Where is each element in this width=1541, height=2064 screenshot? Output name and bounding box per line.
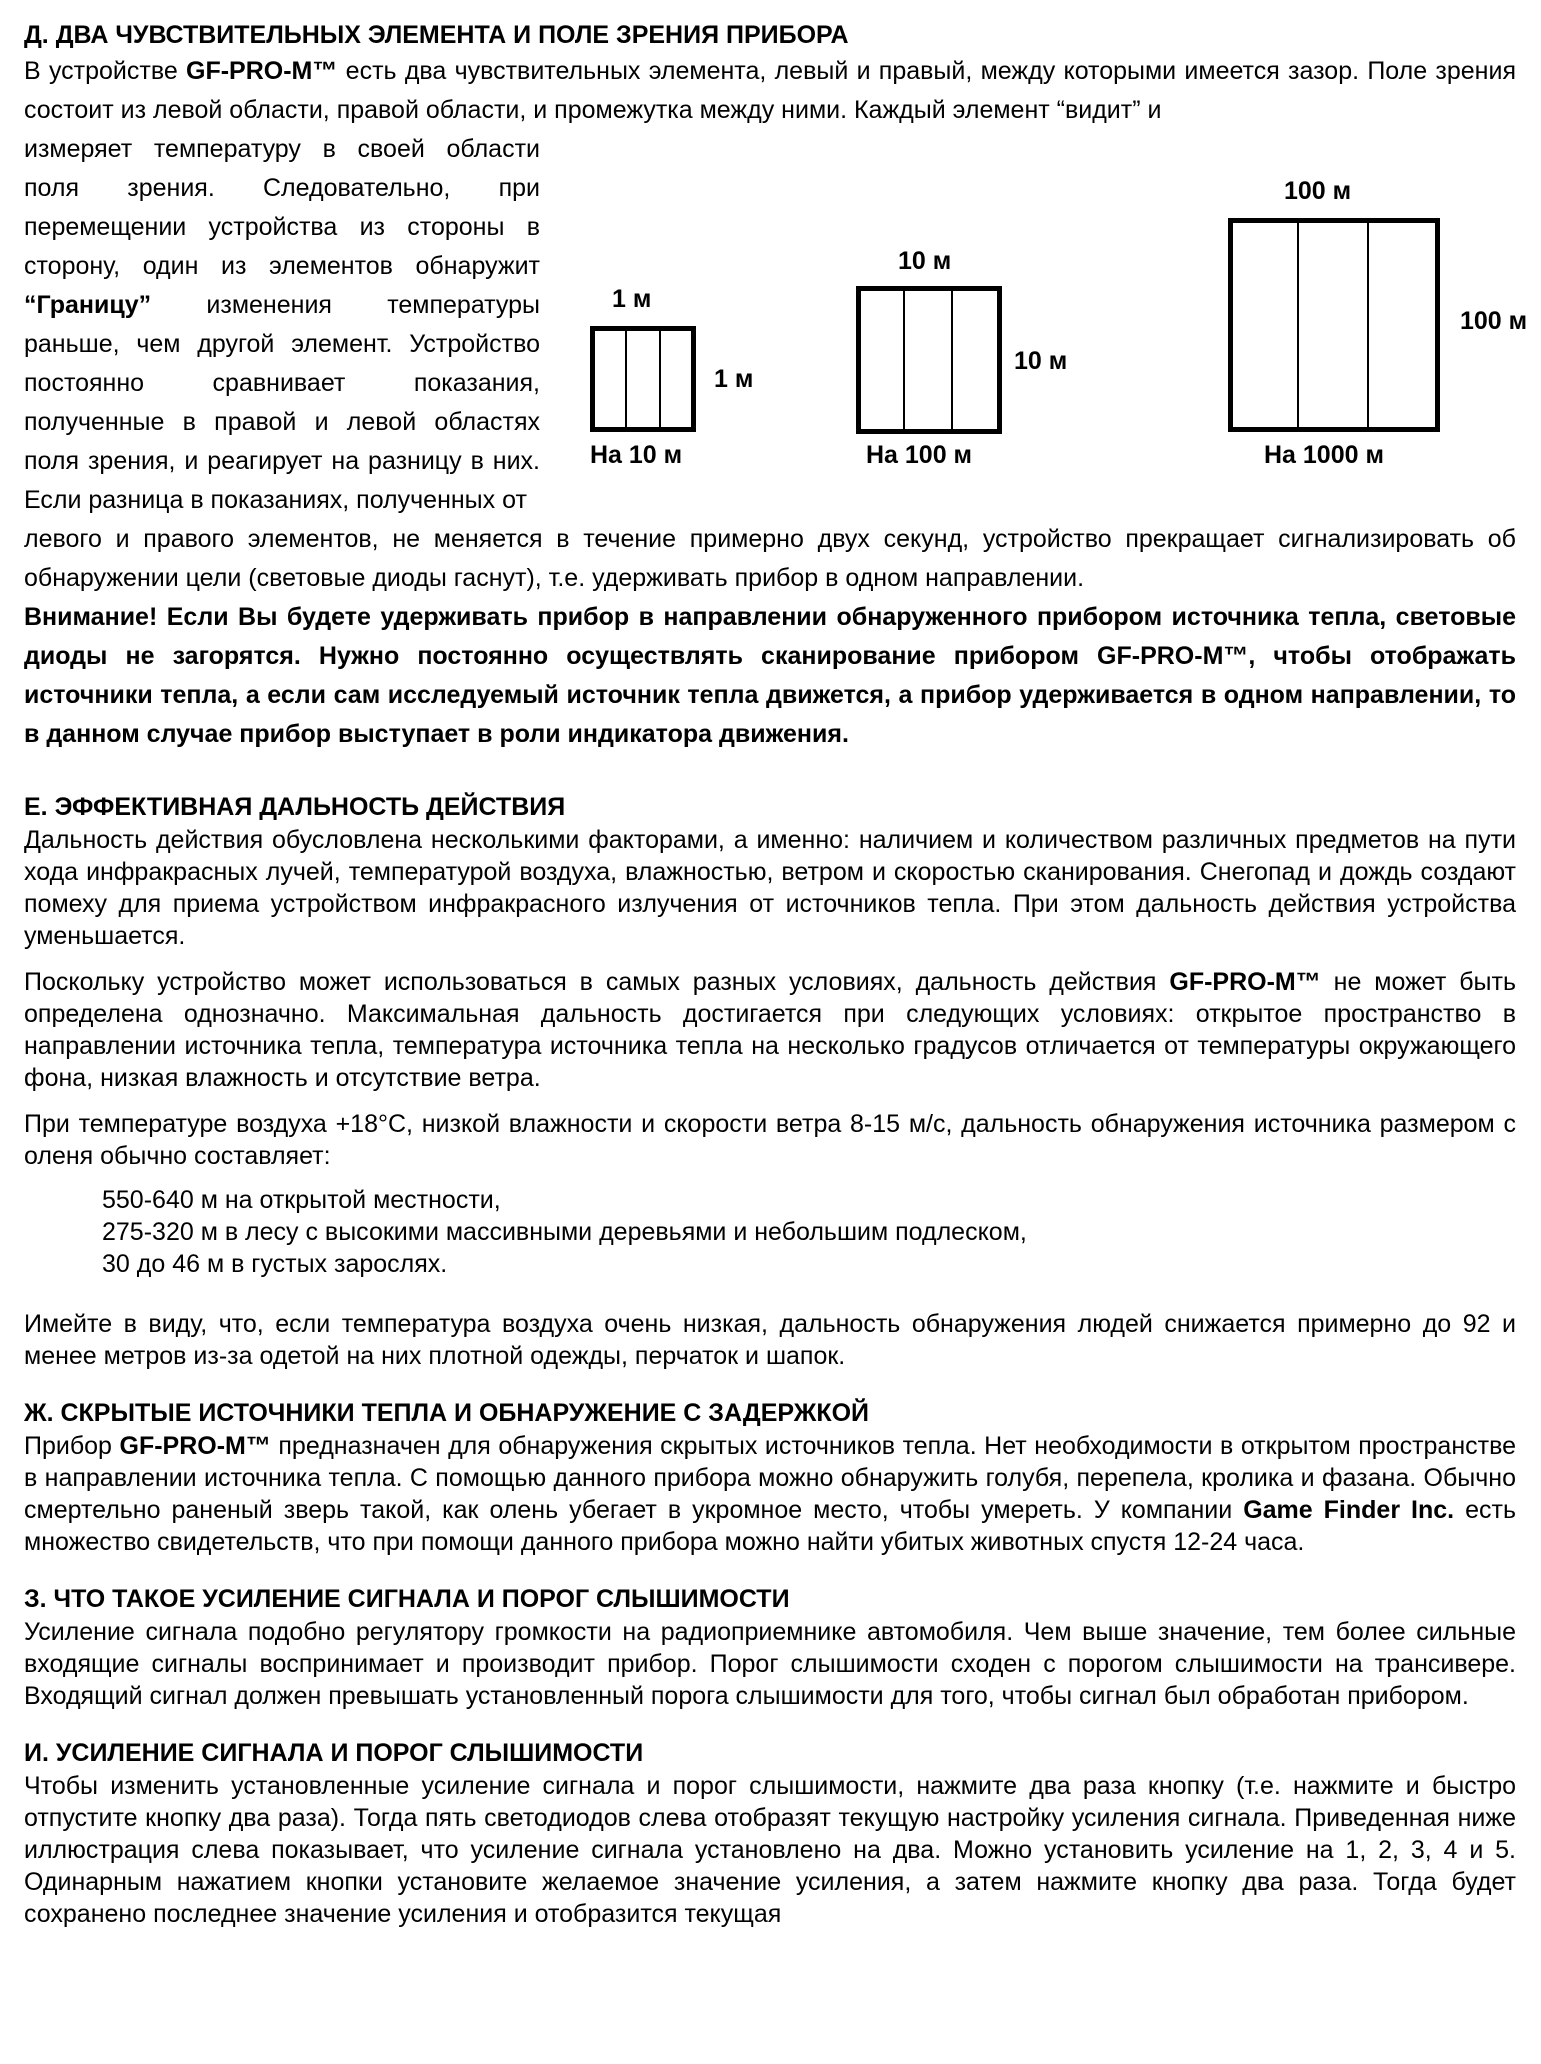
diagram-1000m-bottom-label: На 1000 м xyxy=(1264,441,1384,469)
diagram-100m-bottom-label: На 100 м xyxy=(866,441,973,469)
list-item: 275-320 м в лесу с высокими массивными деревьями и небольшим подлеском, xyxy=(102,1218,1027,1246)
diagram-100m-top-label: 10 м xyxy=(898,247,952,275)
diagram-10m-top-label: 1 м xyxy=(612,285,652,313)
field-of-view-diagrams xyxy=(564,168,1541,488)
range-list xyxy=(102,1184,1516,1280)
section-d-paragraph-3: левого и правого элементов, не меняется в течение примерно двух секунд, устройство прекращает сигнализировать об обнаружении цели (световые диоды гаснут), т.е. удерживать прибор в одном направлении. xyxy=(24,525,1516,592)
section-zh-paragraph: Прибор GF-PRO-M™ предназначен для обнаружения скрытых источников тепла. Нет необходимости в открытом пространстве в направлении источника тепла. С помощью данного прибора можно обнаружить голубя, перепела, кролика и фазана. Обычно смертельно раненый зверь такой, как олень убегает в укромное место, чтобы умереть. У компании Game Finder Inc. есть множество свидетельств, что при помощи данного прибора можно найти убитых животных спустя 12-24 часа. xyxy=(24,1432,1516,1556)
section-e-paragraph-3: При температуре воздуха +18°С, низкой влажности и скорости ветра 8-15 м/с, дальность обнаружения источника размером с оленя обычно составляет: xyxy=(24,1110,1516,1170)
diagram-10m-side-label: 1 м xyxy=(714,365,754,393)
divider-line xyxy=(1367,223,1369,427)
section-zh xyxy=(24,1396,1516,1558)
section-zh-title: Ж. СКРЫТЫЕ ИСТОЧНИКИ ТЕПЛА И ОБНАРУЖЕНИЕ С ЗАДЕРЖКОЙ xyxy=(24,1399,870,1427)
divider-line xyxy=(903,291,905,429)
border-term: “Границу” xyxy=(24,291,152,319)
brand-name: GF-PRO-M™ xyxy=(186,57,338,85)
section-i xyxy=(24,1736,1516,1930)
section-d-paragraph-1: В устройстве GF-PRO-M™ есть два чувствительных элемента, левый и правый, между которыми имеется зазор. Поле зрения состоит из левой области, правой области, и промежутка между ними. Каждый элемент “видит” и xyxy=(24,57,1516,124)
brand-name: GF-PRO-M™ xyxy=(1169,968,1321,996)
diagram-100m-side-label: 10 м xyxy=(1014,347,1068,375)
divider-line xyxy=(1297,223,1299,427)
section-e xyxy=(24,790,1516,1372)
section-d-float-text xyxy=(24,130,540,520)
section-i-title: И. УСИЛЕНИЕ СИГНАЛА И ПОРОГ СЛЫШИМОСТИ xyxy=(24,1739,644,1767)
divider-line xyxy=(951,291,953,429)
diagram-100m-box xyxy=(856,286,1002,434)
divider-line xyxy=(659,331,661,427)
section-e-title: Е. ЭФФЕКТИВНАЯ ДАЛЬНОСТЬ ДЕЙСТВИЯ xyxy=(24,793,566,821)
section-z-title: З. ЧТО ТАКОЕ УСИЛЕНИЕ СИГНАЛА И ПОРОГ СЛЫШИМОСТИ xyxy=(24,1585,790,1613)
brand-name: GF-PRO-M™ xyxy=(119,1432,271,1460)
section-d-paragraph-2: измеряет температуру в своей области поля зрения. Следовательно, при перемещении устройства из стороны в сторону, один из элементов обнаружит “Границу” изменения температуры раньше, чем другой элемент. Устройство постоянно сравнивает показания, полученные в правой и левой областях поля зрения, и реагирует на разницу в них. Если разница в показаниях, полученных от xyxy=(24,135,540,514)
divider-line xyxy=(625,331,627,427)
diagram-1000m-side-label: 100 м xyxy=(1460,307,1528,335)
diagram-10m-bottom-label: На 10 м xyxy=(590,441,683,469)
diagram-1000m-box xyxy=(1228,218,1440,432)
diagram-1000m-top-label: 100 м xyxy=(1284,177,1352,205)
section-e-paragraph-1: Дальность действия обусловлена несколькими факторами, а именно: наличием и количеством различных предметов на пути хода инфракрасных лучей, температурой воздуха, влажностью, ветром и скоростью сканирования. Снегопад и дождь создают помеху для приема устройством инфракрасного излучения от источников тепла. При этом дальность действия устройства уменьшается. xyxy=(24,826,1516,950)
section-z-paragraph: Усиление сигнала подобно регулятору громкости на радиоприемнике автомобиля. Чем выше значение, тем более сильные входящие сигналы воспринимает и производит прибор. Порог слышимости сходен с порогом слышимости на трансивере. Входящий сигнал должен превышать установленный порога слышимости для того, чтобы сигнал был обработан прибором. xyxy=(24,1618,1516,1710)
section-d-warning: Внимание! Если Вы будете удерживать прибор в направлении обнаруженного прибором источника тепла, световые диоды не загорятся. Нужно постоянно осуществлять сканирование прибором GF-PRO-M™, чтобы отображать источники тепла, а если сам исследуемый источник тепла движется, а прибор удерживается в одном направлении, то в данном случае прибор выступает в роли индикатора движения. xyxy=(24,603,1516,748)
section-d-title: Д. ДВА ЧУВСТВИТЕЛЬНЫХ ЭЛЕМЕНТА И ПОЛЕ ЗРЕНИЯ ПРИБОРА xyxy=(24,21,849,49)
document-page xyxy=(24,18,1528,1930)
section-z xyxy=(24,1582,1516,1712)
section-e-paragraph-2: Поскольку устройство может использоваться в самых разных условиях, дальность действия GF-PRO-M™ не может быть определена однозначно. Максимальная дальность достигается при следующих условиях: открытое пространство в направлении источника тепла, температура источника тепла на несколько градусов отличается от температуры окружающего фона, низкая влажность и отсутствие ветра. xyxy=(24,968,1516,1092)
diagram-10m-box xyxy=(590,326,696,432)
list-item: 550-640 м на открытой местности, xyxy=(102,1186,501,1214)
list-item: 30 до 46 м в густых зарослях. xyxy=(102,1250,448,1278)
section-e-paragraph-4: Имейте в виду, что, если температура воздуха очень низкая, дальность обнаружения людей снижается примерно до 92 и менее метров из-за одетой на них плотной одежды, перчаток и шапок. xyxy=(24,1310,1516,1370)
section-i-paragraph: Чтобы изменить установленные усиление сигнала и порог слышимости, нажмите два раза кнопку (т.е. нажмите и быстро отпустите кнопку два раза). Тогда пять светодиодов слева отобразят текущую настройку усиления сигнала. Приведенная ниже иллюстрация слева показывает, что усиление сигнала установлено на два. Можно установить усиление на 1, 2, 3, 4 и 5. Одинарным нажатием кнопки установите желаемое значение усиления, а затем нажмите кнопку два раза. Тогда будет сохранено последнее значение усиления и отобразится текущая xyxy=(24,1772,1516,1928)
company-name: Game Finder Inc. xyxy=(1243,1496,1455,1524)
